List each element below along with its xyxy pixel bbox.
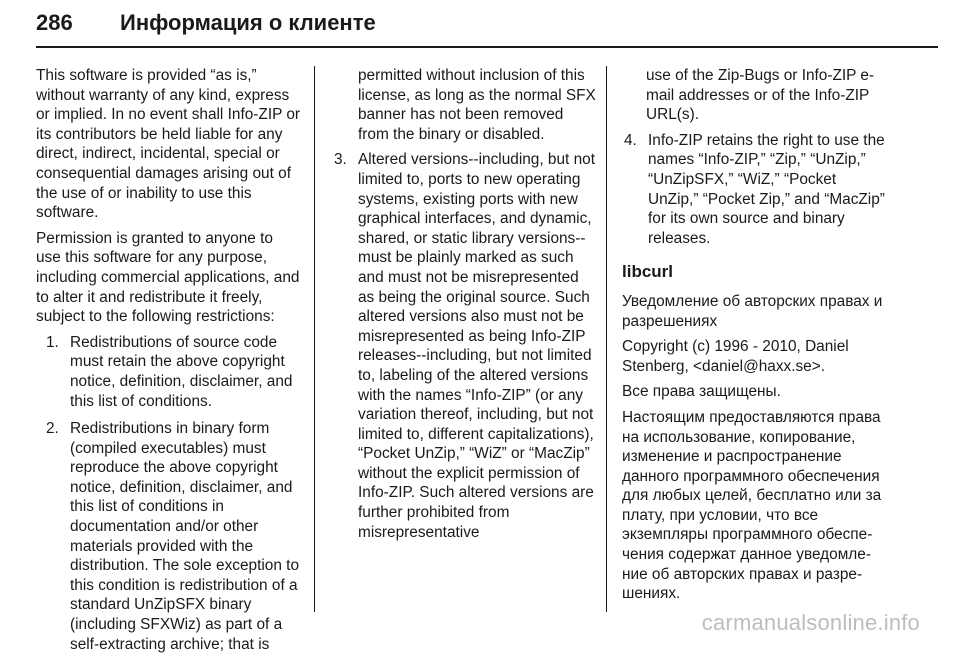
- list-item: [46, 419, 302, 654]
- paragraph: Permission is granted to anyone to use this software for any purpose, including commercial applications, and to alter it and redistribute it freely, subject to the following restrictions:: [36, 229, 300, 326]
- column-divider: [606, 66, 607, 612]
- header-rule: [36, 46, 938, 48]
- list-text: Redistributions of source code must retain the above copyright notice, definition, disclaimer, and this list of conditions.: [70, 333, 293, 410]
- list-continuation: permitted without inclusion of this license, as long as the normal SFX banner has not been removed from the binary or disabled.: [358, 67, 596, 143]
- list-item: [334, 150, 596, 542]
- list-text: Redistributions in binary form (compiled executables) must reproduce the above copyright notice, definition, disclaimer, and this list of conditions in documentation and/or other materials provided with the distribution. The sole exception to this condition is redistribution of a standard UnZipSFX binary (including SFXWiz) as part of a self-extracting archive; that is: [70, 420, 300, 653]
- list-item: [46, 333, 302, 411]
- list-text: Info-ZIP retains the right to use the names “Info-ZIP,” “Zip,” “UnZip,” “UnZipSFX,” “WiZ,” “Pocket UnZip,” “Pocket Zip,” and “MacZip” for its own source and binary releases.: [648, 131, 885, 247]
- list-continuation: use of the Zip-Bugs or Info-ZIP e-mail addresses or of the Info-ZIP URL(s).: [646, 67, 875, 124]
- page-header: [36, 6, 376, 40]
- list-item: [624, 131, 888, 249]
- paragraph: Все права защищены.: [622, 383, 781, 401]
- paragraph: Уведомление об авторских правах и разрешениях: [622, 292, 883, 330]
- chapter-title: Информация о клиенте: [120, 10, 376, 35]
- paragraph: Настоящим предоставляются права на использование, копирование, изменение и распространение данного программного обеспечения для любых целей, бесплатно или за плату, при условии, что все экземпляры программного обеспечения содержат данное уведомление об авторских правах и разрешениях.: [622, 408, 882, 603]
- column-3: [622, 66, 888, 610]
- list-number: 1.: [46, 333, 59, 351]
- list-text: Altered versions--including, but not limited to, ports to new operating systems, existing ports with new graphical interfaces, and dynamic, shared, or static library versions--must be plainly marked as such and must not be misrepresented as being the original source. Such altered versions also must not be misrepresented as being Info-ZIP releases--including, but not limited to, labeling of the altered versions with the names “Info-ZIP” (or any variation thereof, including, but not limited to, different capitalizations), “Pocket UnZip,” “WiZ” or “MacZip” without the explicit permission of Info-ZIP. Such altered versions are further prohibited from misrepresentative: [358, 151, 595, 541]
- page-number: 286: [36, 10, 73, 35]
- column-2: [334, 66, 596, 550]
- section-heading: libcurl: [622, 262, 674, 282]
- column-1: [36, 66, 302, 662]
- list-number: 3.: [334, 151, 347, 169]
- paragraph: Copyright (c) 1996 - 2010, Daniel Stenberg, <daniel@haxx.se>.: [622, 338, 849, 375]
- list-number: 2.: [46, 420, 59, 438]
- list-number: 4.: [624, 131, 637, 149]
- paragraph: This software is provided “as is,” without warranty of any kind, express or implied. In no event shall Info-ZIP or its contributors be held liable for any direct, indirect, incidental, special or consequential damages arising out of the use of or inability to use this software.: [36, 67, 301, 222]
- watermark: carmanualsonline.info: [701, 610, 920, 635]
- column-divider: [314, 66, 315, 612]
